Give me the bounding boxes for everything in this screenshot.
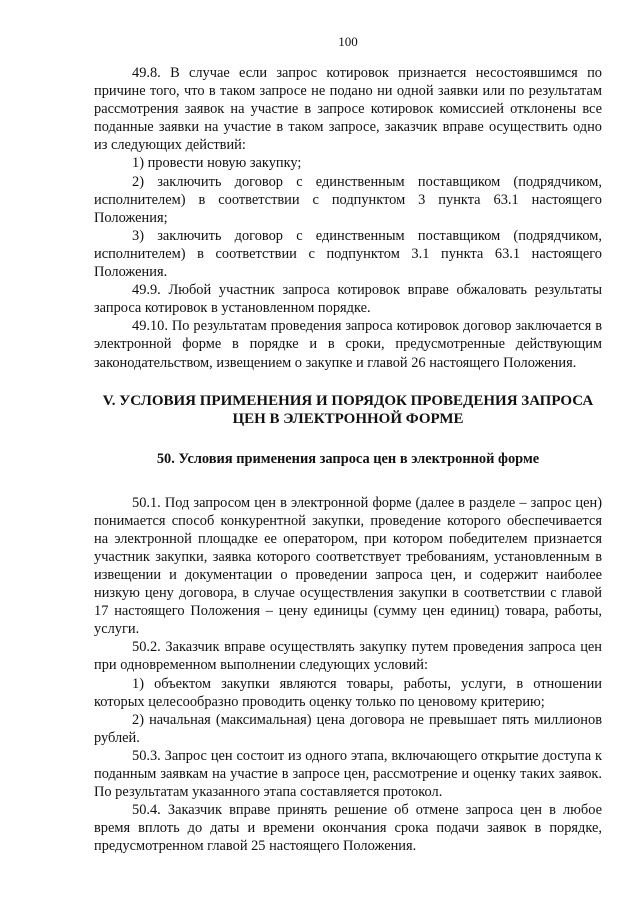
page-number: 100: [338, 34, 358, 49]
clause-50-4: 50.4. Заказчик вправе принять решение об отмене запроса цен в любое время вплоть до даты и времени окончания срока подачи заявок в порядке, предусмотренном главой 25 настоящего Положения.: [94, 802, 602, 855]
clause-49-8-item-2: 2) заключить договор с единственным поставщиком (подрядчиком, исполнителем) в соответствии с подпунктом 3 пункта 63.1 настоящего Положения;: [94, 173, 602, 226]
clause-50-2-item-1: 1) объектом закупки являются товары, работы, услуги, в отношении которых целесообразно проводить оценку только по ценовому критерию;: [94, 675, 602, 710]
clause-49-8-item-1: 1) провести новую закупку;: [132, 155, 302, 172]
clause-50-2: 50.2. Заказчик вправе осуществлять закупку путем проведения запроса цен при одновременном выполнении следующих условий:: [94, 639, 602, 674]
clause-49-8-item-3: 3) заключить договор с единственным поставщиком (подрядчиком, исполнителем) в соответствии с подпунктом 3.1 пункта 63.1 настоящего Положения.: [94, 227, 602, 281]
clause-49-10: 49.10. По результатам проведения запроса котировок договор заключается в электронной форме в порядке и в сроки, предусмотренные действующим законодательством, извещением о закупке и главой 26 настоящего Положения.: [94, 318, 602, 371]
clause-49-8: 49.8. В случае если запрос котировок признается несостоявшимся по причине того, что в таком запросе не подано ни одной заявки или по результатам рассмотрения заявок на участие в запросе котировок комиссией отклонены все поданные заявки на участие в таком запросе, заказчик вправе осуществить одно из следующих действий:: [94, 65, 602, 154]
clause-50-2-item-2: 2) начальная (максимальная) цена договора не превышает пять миллионов рублей.: [94, 711, 602, 746]
clause-50-3: 50.3. Запрос цен состоит из одного этапа, включающего открытие доступа к поданным заявкам на участие в запросе цен, рассмотрение и оценку таких заявок. По результатам указанного этапа составляется протокол.: [94, 747, 602, 801]
section-title: [94, 392, 602, 428]
clause-49-block: [94, 64, 602, 372]
section-title-line-2: ЦЕН В ЭЛЕКТРОННОЙ ФОРМЕ: [232, 410, 464, 427]
clause-50-1: 50.1. Под запросом цен в электронной форме (далее в разделе – запрос цен) понимается способ конкурентной закупки, проведение которого обеспечивается на электронной площадке ее оператором, при котором победителем признается участник закупки, заявка которого соответствует требованиям, установленным в извещении и документации о проведении запроса цен, и содержит наиболее низкую цену договора, в случае осуществления закупки в соответствии с главой 17 настоящего Положения – цену единицы (сумму цен единиц) товара, работы, услуги.: [94, 494, 602, 638]
article-title: 50. Условия применения запроса цен в электронной форме: [156, 450, 540, 467]
clause-50-block: [94, 494, 602, 856]
clause-49-9: 49.9. Любой участник запроса котировок вправе обжаловать результаты запроса котировок в установленном порядке.: [94, 282, 602, 317]
section-title-line-1: V. УСЛОВИЯ ПРИМЕНЕНИЯ И ПОРЯДОК ПРОВЕДЕНИЯ ЗАПРОСА: [102, 392, 594, 409]
